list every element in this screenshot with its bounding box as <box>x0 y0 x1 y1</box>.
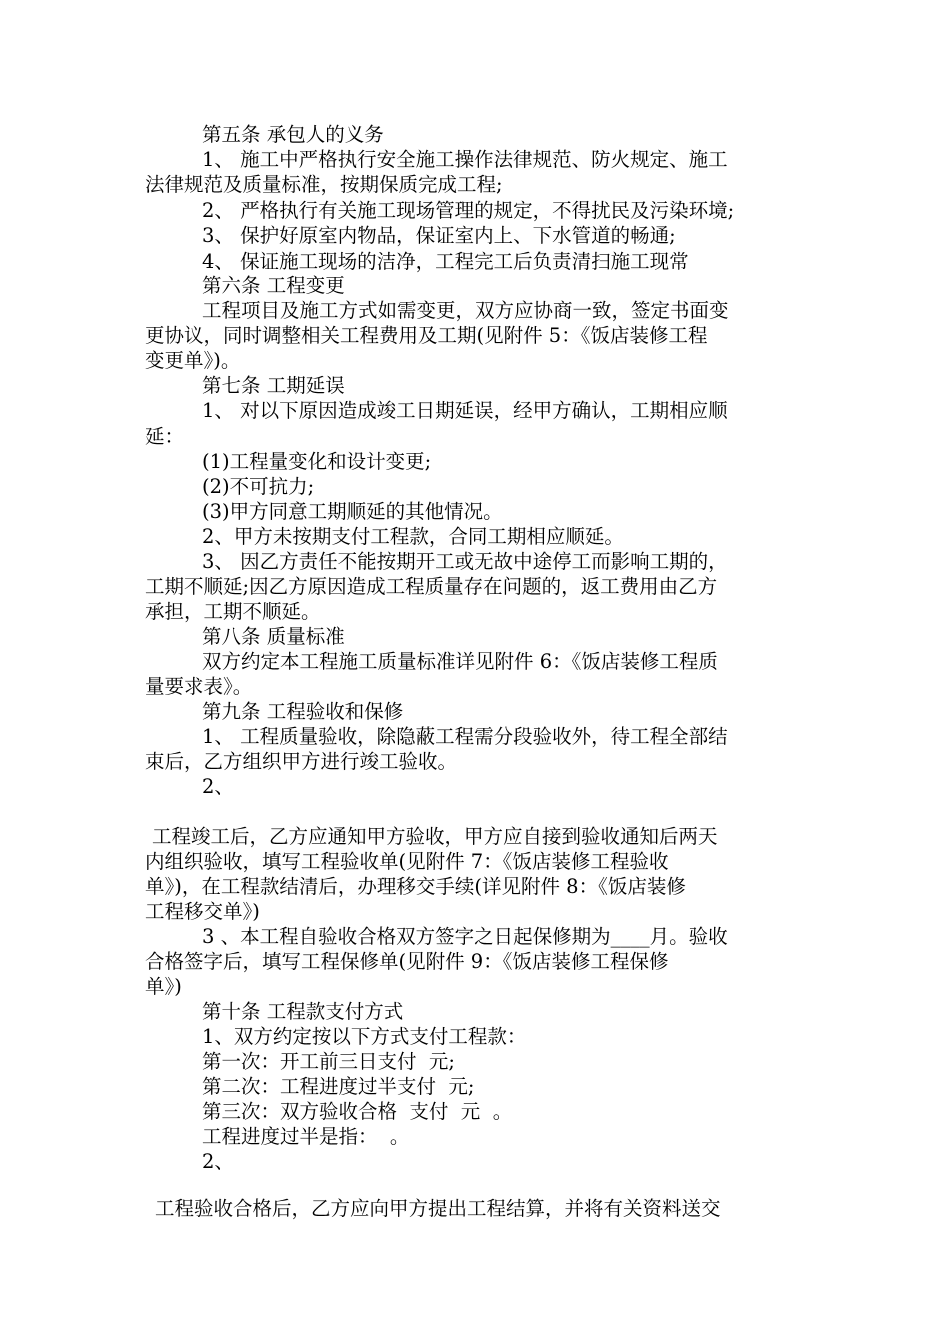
article-5-item-1-line-1: 1、 施工中严格执行安全施工操作法律规范、防火规定、施工 <box>202 148 728 171</box>
article-7-heading: 第七条 工期延误 <box>202 374 345 397</box>
article-9-item-1-line-2: 束后，乙方组织甲方进行竣工验收。 <box>145 750 458 773</box>
article-9-item-2-line-2: 内组织验收，填写工程验收单(见附件 7：《饭店装修工程验收 <box>145 850 669 873</box>
article-8-heading: 第八条 质量标准 <box>202 625 345 648</box>
article-9-item-3-line-2: 合格签字后，填写工程保修单(见附件 9：《饭店装修工程保修 <box>145 950 669 973</box>
article-10-payment-3: 第三次：双方验收合格 支付 元 。 <box>202 1100 513 1123</box>
article-10-item-1: 1、双方约定按以下方式支付工程款： <box>202 1025 527 1048</box>
article-9-item-2-number: 2、 <box>202 775 234 798</box>
article-10-progress-definition: 工程进度过半是指： 。 <box>202 1125 410 1148</box>
article-8-para-line-1: 双方约定本工程施工质量标准详见附件 6：《饭店装修工程质 <box>202 650 718 673</box>
article-5-heading: 第五条 承包人的义务 <box>202 123 384 146</box>
article-5-item-1-line-2: 法律规范及质量标准，按期保质完成工程; <box>145 173 503 196</box>
article-7-item-3-line-1: 3、 因乙方责任不能按期开工或无故中途停工而影响工期的， <box>202 550 728 573</box>
article-7-sub-2: (2)不可抗力; <box>202 475 315 498</box>
article-5-item-4: 4、 保证施工现场的洁净，工程完工后负责清扫施工现常 <box>202 250 689 273</box>
article-10-heading: 第十条 工程款支付方式 <box>202 1000 404 1023</box>
article-9-item-2-line-3: 单》)，在工程款结清后，办理移交手续(详见附件 8：《饭店装修 <box>145 875 686 898</box>
article-9-item-1-line-1: 1、 工程质量验收，除隐蔽工程需分段验收外，待工程全部结 <box>202 725 728 748</box>
article-7-sub-1: (1)工程量变化和设计变更; <box>202 450 432 473</box>
article-9-item-3-line-3: 单》) <box>145 975 182 998</box>
article-7-item-1-line-2: 延： <box>145 425 185 448</box>
article-6-heading: 第六条 工程变更 <box>202 274 345 297</box>
article-6-para-line-3: 变更单》)。 <box>145 349 241 372</box>
article-10-item-2-number: 2、 <box>202 1150 234 1173</box>
article-10-payment-1: 第一次：开工前三日支付 元; <box>202 1050 455 1073</box>
article-7-item-3-line-3: 承担，工期不顺延。 <box>145 600 321 623</box>
article-6-para-line-1: 工程项目及施工方式如需变更，双方应协商一致，签定书面变 <box>202 299 729 322</box>
article-6-para-line-2: 更协议，同时调整相关工程费用及工期(见附件 5：《饭店装修工程 <box>145 324 708 347</box>
article-5-item-2: 2、 严格执行有关施工现场管理的规定，不得扰民及污染环境; <box>202 199 735 222</box>
article-10-payment-2: 第二次：工程进度过半支付 元; <box>202 1075 475 1098</box>
article-7-sub-3: (3)甲方同意工期顺延的其他情况。 <box>202 500 503 523</box>
article-9-heading: 第九条 工程验收和保修 <box>202 700 404 723</box>
article-9-item-2-line-4: 工程移交单》) <box>145 900 260 923</box>
article-9-item-2-line-1: 工程竣工后，乙方应通知甲方验收，甲方应自接到验收通知后两天 <box>152 825 718 848</box>
article-7-item-2: 2、甲方未按期支付工程款，合同工期相应顺延。 <box>202 525 624 548</box>
article-5-item-3: 3、 保护好原室内物品，保证室内上、下水管道的畅通; <box>202 224 676 247</box>
article-7-item-3-line-2: 工期不顺延;因乙方原因造成工程质量存在问题的，返工费用由乙方 <box>145 575 718 598</box>
article-7-item-1-line-1: 1、 对以下原因造成竣工日期延误，经甲方确认，工期相应顺 <box>202 399 728 422</box>
article-10-item-2-line-1: 工程验收合格后，乙方应向甲方提出工程结算，并将有关资料送交 <box>155 1197 721 1220</box>
article-9-item-3-line-1: 3 、本工程自验收合格双方签字之日起保修期为____月。验收 <box>202 925 728 948</box>
article-8-para-line-2: 量要求表》。 <box>145 675 253 698</box>
